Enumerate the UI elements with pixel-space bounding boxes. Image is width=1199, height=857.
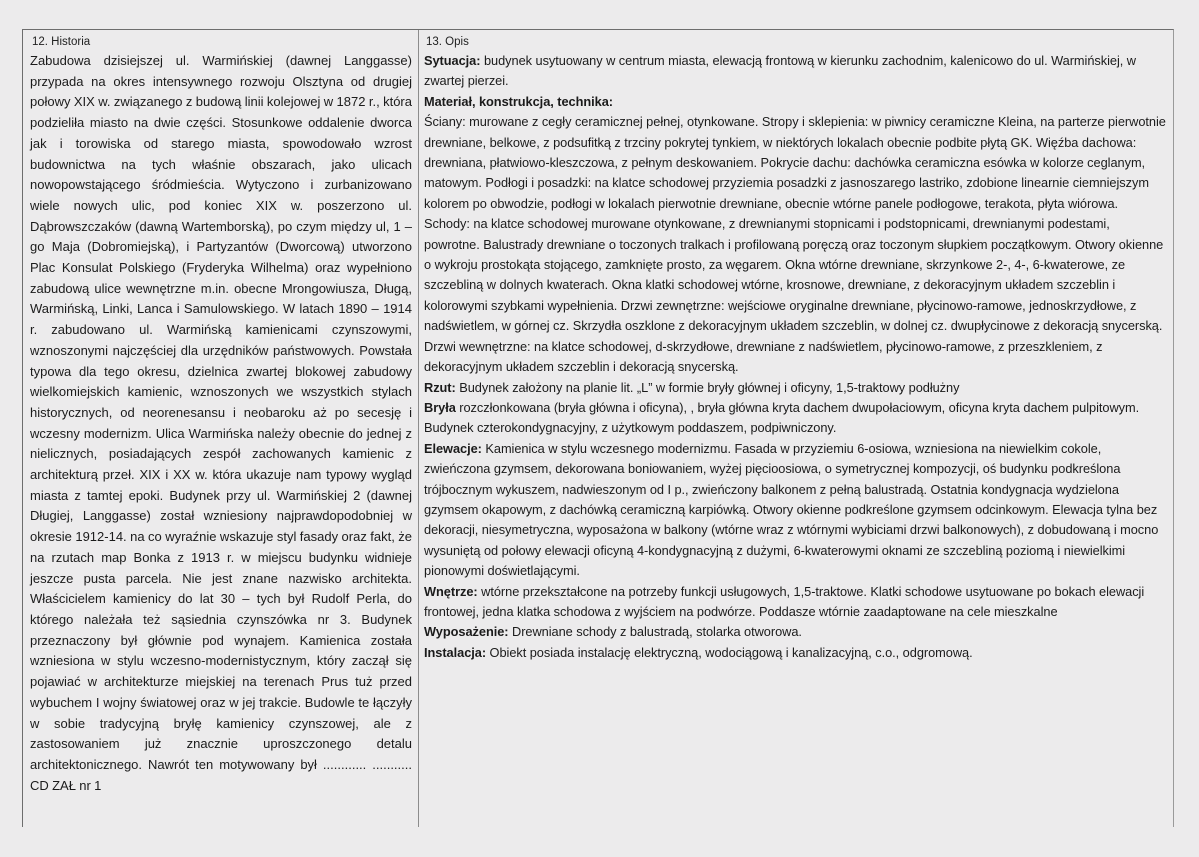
description-paragraph-elevations xyxy=(424,439,1166,582)
history-text: Zabudowa dzisiejszej ul. Warmińskiej (dawnej Langgasse) przypada na okres intensywnego rozwoju Olsztyna od drugiej połowy XIX w. związanego z budową linii kolejowej w 1872 r., która podzieliła miasto na dwie części. Stosunkowe oddalenie dworca jak i torowiska od starego miasta, spowodowało wzrost budownictwa na tych właśnie obszarach, jako ulicach nowopowstającego śródmieścia. Wytyczono i zurbanizowano wiele nowych ulic, pod koniec XIX w. poszerzono ul. Dąbrowszczaków (dawną Wartemborską), po czym między ul, 1 – go Maja (Dobromiejską), i Partyzantów (Dworcową) utworzono Plac Konsulat Polskiego (Fryderyka Wilhelma) oraz wypełniono zabudową ulice wewnętrzne m.in. obecne Mrongowiusza, Długą, Warmińską, Linki, Lanca i Samulowskiego. W latach 1890 – 1914 r. zabudowano ul. Warmińską kamienicami czynszowymi, wznoszonymi najczęściej dla urzędników państwowych. Powstała typowa dla tego okresu, dzielnica zwartej blokowej zabudowy wielkomiejskich kamienic, wznoszonych we wszystkich stylach historycznych, od neorenesansu i neobaroku aż po secesję i wczesny modernizm. Ulica Warmińska należy obecnie do jednej z nielicznych, posiadających zespół zachowanych kamienic z architekturą przeł. XIX i XX w. która ukazuje nam typowy wygląd miasta z tamtej epoki. Budynek przy ul. Warmińskiej 2 (dawnej Długiej, Langgasse) został wzniesiony najprawdopodobniej w okresie 1912-14. na co wyraźnie wskazuje styl fasady oraz fakt, że na rzutach map Bonka z 1913 r. w miejscu budynku widnieje jeszcze pusta parcela. Nie jest znane nazwisko architekta. Właścicielem kamienicy do lat 30 – tych był Rudolf Perla, do którego należała też sąsiednia czynszówka nr 3. Budynek przeznaczony był głównie pod wynajem. Kamienica została wzniesiona w stylu wczesno-modernistycznym, który zaczął się pojawiać w architekturze miejskiej na terenach Prus tuż przed wybuchem I wojny światowej oraz w jej trakcie. Budowle te łączyły w sobie tradycyjną bryłę kamienicy czynszowej, ale z zastosowaniem już znacznie uproszczonego detalu architektonicznego. Nawrót ten motywowany był ............ ........... CD ZAŁ nr 1 xyxy=(30,53,412,793)
description-paragraph-installation xyxy=(424,643,1166,663)
section-label: Wnętrze: xyxy=(424,583,478,599)
section-label: Materiał, konstrukcja, technika: xyxy=(424,93,613,109)
history-section-header: 12. Historia xyxy=(32,36,91,48)
section-text: Obiekt posiada instalację elektryczną, wodociągową i kanalizacyjną, c.o., odgromową. xyxy=(486,644,973,660)
section-label: Rzut: xyxy=(424,379,456,395)
section-text: Budynek założony na planie lit. „L” w formie bryły głównej i oficyny, 1,5-traktowy podłużny xyxy=(455,379,960,395)
description-paragraph-interior xyxy=(424,582,1166,623)
column-divider xyxy=(418,30,419,827)
section-label: Instalacja: xyxy=(424,644,487,660)
description-paragraph-plan xyxy=(424,378,1166,398)
document-sheet xyxy=(22,29,1174,827)
description-section-header: 13. Opis xyxy=(426,36,469,48)
section-label: Wyposażenie: xyxy=(424,624,509,640)
section-text: wtórne przekształcone na potrzeby funkcji usługowych, 1,5-traktowe. Klatki schodowe usytuowane po bokach elewacji frontowej, jedna klatka schodowa z wyjściem na podwórze. Poddasze wtórnie zaadaptowane na cele mieszkalne xyxy=(424,583,1145,619)
section-text: rozczłonkowana (bryła główna i oficyna), , bryła główna kryta dachem dwupołaciowym, oficyna kryta dachem pulpitowym. Budynek czterokondygnacyjny, z użytkowym poddaszem, podpiwniczony. xyxy=(424,399,1140,436)
description-paragraph-walls xyxy=(424,112,1166,377)
description-paragraph-situation xyxy=(424,51,1166,92)
description-paragraph-equipment xyxy=(424,622,1166,642)
description-paragraph-material xyxy=(424,92,1166,112)
description-column xyxy=(424,51,1166,663)
section-text: Ściany: murowane z cegły ceramicznej pełnej, otynkowane. Stropy i sklepienia: w piwnicy ceramiczne Kleina, na parterze pierwotnie drewniane, belkowe, z podsufitką z trzciny pokrytej tynkiem, w niektórych lokalach obecnie podbite płytą GK. Więźba dachowa: drewniana, płatwiowo-kleszczowa, z pełnym deskowaniem. Pokrycie dachu: dachówka ceramiczna esówka w kolorze ceglanym, matowym. Podłogi i posadzki: na klatce schodowej przyziemia posadzki z jasnoszarego lastriko, zdobione linearnie ciemniejszym kolorem po obwodzie, podłogi w lokalach pierwotnie drewniane, obecnie wtórne panele podłogowe, terakota, płyta wiórowa. Schody: na klatce schodowej murowane otynkowane, z drewnianymi stopnicami i podstopnicami, drewnianymi podestami, powrotne. Balustrady drewniane o toczonych tralkach i profilowaną poręczą oraz toczonym słupkiem początkowym. Otwory okienne o wykroju prostokąta stojącego, zamknięte prosto, za węgarem. Okna wtórne drewniane, skrzynkowe 2-, 4-, 6-kwaterowe, ze szczebliną w dolnych kwaterach. Okna klatki schodowej wtórne, krosnowe, drewniane, z dekoracyjnym układem szczeblin i kolorowymi szybkami wypełnienia. Drzwi zewnętrzne: wejściowe oryginalne drewniane, płycinowo-ramowe, jednoskrzydłowe, z nadświetlem, w górnej cz. Skrzydła oszklone z dekoracyjnym układem szczeblin, w dolnej cz. dwupłycinowe z dekoracją snycerską. Drzwi wewnętrzne: na klatce schodowej, d-skrzydłowe, drewniane z nadświetlem, płycinowo-ramowe, z przeszkleniem, z dekoracyjnym układem szczeblin i dekoracją snycerską. xyxy=(424,114,1166,375)
section-label: Bryła xyxy=(424,399,456,415)
history-column xyxy=(30,51,412,796)
section-label: Sytuacja: xyxy=(424,53,481,68)
section-text: Kamienica w stylu wczesnego modernizmu. Fasada w przyziemiu 6-osiowa, wzniesiona na niewielkim cokole, zwieńczona gzymsem, dekorowana boniowaniem, wyżej pięcioosiowa, o symetrycznej kompozycji, oś budynku podkreślona trójbocznym wykuszem, nadwieszonym od I p., zwieńczony balkonem z pełną balustradą. Ostatnia kondygnacja wydzielona gzymsem okapowym, z dachówką ceramiczną karpiówką. Otwory okienne podkreślone gzymsem odcinkowym. Elewacja tylna bez dekoracji, niesymetryczna, wyposażona w balkony (wtórne wraz z wtórnymi wybiciami drzwi balkonowych), z dobudowaną i mocno wysuniętą od połowy elewacji oficyną 4-kondygnacyjną z dużymi, 6-kwaterowymi oknami ze szczebliną poziomą i niewielkimi pionowymi doświetlającymi. xyxy=(424,440,1159,579)
description-paragraph-massing xyxy=(424,398,1166,439)
section-text: budynek usytuowany w centrum miasta, elewacją frontową w kierunku zachodnim, kalenicowo do ul. Warmińskiej, w zwartej pierzei. xyxy=(424,53,1136,89)
section-text: Drewniane schody z balustradą, stolarka otworowa. xyxy=(508,624,802,640)
section-label: Elewacje: xyxy=(424,440,482,456)
